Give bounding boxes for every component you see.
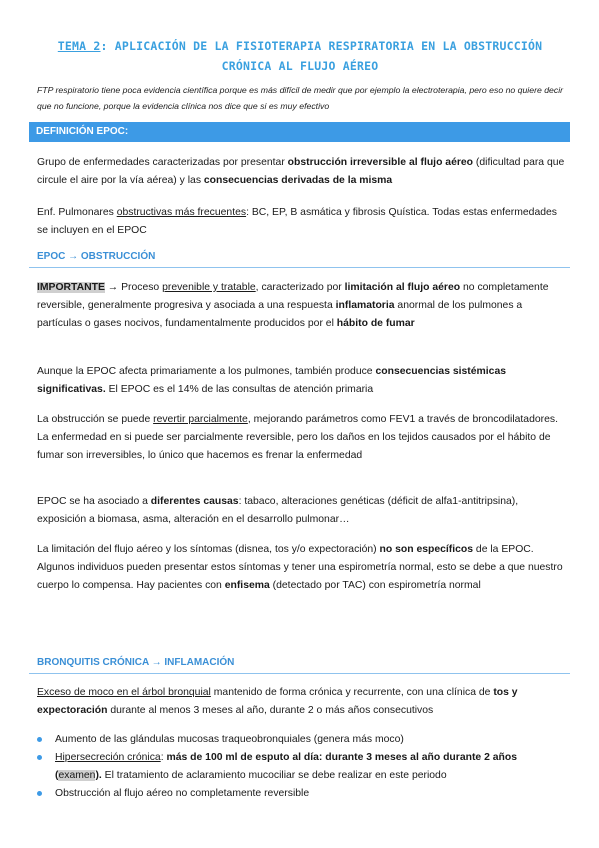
bullet-dot-icon [37,755,42,760]
text-run: El EPOC es el 14% de las consultas de atención primaria [105,384,374,395]
bold-run: no son específicos [379,544,474,555]
section-divider [29,673,570,674]
bold-run: enfisema [224,580,270,591]
title-line-1 [30,36,570,56]
epoc-paragraph-3 [37,411,565,465]
text-run: Aunque la EPOC afecta primariamente a los pulmones, también produce [37,366,376,377]
text-run: Enf. Pulmonares [37,207,117,218]
epoc-paragraph-2 [37,363,565,399]
bold-run: diferentes causas [150,496,239,507]
list-item-text: Obstrucción al flujo aéreo no completamente reversible [55,788,310,799]
text-run: durante al menos 3 meses al año, durante 2 o más años consecutivos [107,705,434,716]
definition-paragraph-2 [37,204,565,240]
text-run: : [160,752,167,763]
text-run: (detectado por TAC) con espirometría normal [269,580,481,591]
underlined-run: Hipersecreción crónica [55,752,161,763]
title-line-2: CRÓNICA AL FLUJO AÉREO [221,59,379,73]
section-heading-bronquitis: BRONQUITIS CRÓNICA → INFLAMACIÓN [37,657,235,668]
underlined-run: revertir parcialmente [153,414,248,425]
text-run: La limitación del flujo aéreo y los síntomas (disnea, tos y/o expectoración) [37,544,380,555]
text-run: : BC, EP, B asmática y fibrosis Quística. Todas estas enfermedades se incluyen en el EPOC [37,207,557,236]
underlined-run: prevenible y tratable [162,282,256,293]
text-run: , caracterizado por [255,282,345,293]
text-run: Grupo de enfermedades caracterizadas por presentar [37,157,288,168]
text-run: mantenido de forma crónica y recurrente, con una clínica de [210,687,494,698]
text-run: de la EPOC. Algunos individuos pueden presentar estos síntomas y tener una espirometría normal, esto se debe a que nuestro cuerpo lo compensa. Hay pacientes con [37,544,563,591]
bold-run: tos y expectoración [37,687,518,716]
bold-run: consecuencias derivadas de la misma [203,175,393,186]
underlined-run: obstructivas más frecuentes [116,207,247,218]
title-line-1-rest: : APLICACIÓN DE LA FISIOTERAPIA RESPIRATORIA EN LA OBSTRUCCIÓN [100,39,543,53]
text-run: → Proceso [104,282,163,293]
text-run: EPOC se ha asociado a [37,496,151,507]
list-item [37,785,565,803]
text-run: anormal de los pulmones a partículas o gases nocivos, fundamentalmente producidos por el [37,300,523,329]
list-item [37,749,565,785]
bold-run: inflamatoria [335,300,395,311]
epoc-paragraph-5 [37,541,565,595]
underlined-run: Exceso de moco en el árbol bronquial [37,687,211,698]
text-run: El tratamiento de aclaramiento mucociliar se debe realizar en este periodo [101,770,447,781]
text-run: : tabaco, alteraciones genéticas (déficit de alfa1-antitripsina), exposición a biomasa, asma, alteración en el desarrollo pulmonar… [37,496,519,525]
bold-run: más de 100 ml de esputo al día: durante 3 meses al año durante 2 años ( [55,752,517,781]
intro-note: FTP respiratorio tiene poca evidencia científica porque es más difícil de medir que por ejemplo la electroterapia, pero eso no quiere decir que no funcione, porque la evidencia clínica nos dice que si es muy efectivo [37,85,564,111]
definition-paragraph-1 [37,154,565,190]
epoc-paragraph-4 [37,493,565,529]
bold-run: consecuencias sistémicas significativas. [37,366,507,395]
highlighted-keyword: IMPORTANTE [37,282,105,293]
list-item [37,731,565,749]
list-item-text: Aumento de las glándulas mucosas traqueobronquiales (genera más moco) [55,734,404,745]
title-lead: TEMA 2 [57,39,101,53]
epoc-paragraph-1 [37,279,565,333]
bold-run: ). [95,770,102,781]
text-run: no completamente reversible, generalmente progresiva y asociada a una respuesta [37,282,549,311]
text-run: (dificultad para que circule el aire por la vía aérea) y las [37,157,565,186]
section-divider [29,267,570,268]
bold-run: obstrucción irreversible al flujo aéreo [287,157,474,168]
bullet-dot-icon [37,737,42,742]
text-run: , mejorando parámetros como FEV1 a través de broncodilatadores. La enfermedad en si puede ser parcialmente reversible, pero los daños en los tejidos causados por el hábito de fumar son irreversibles, lo único que hacemos es frenar la enfermedad [37,414,558,461]
bullet-dot-icon [37,791,42,796]
definition-banner: DEFINICIÓN EPOC: [29,122,570,142]
highlighted-run: examen [58,770,96,781]
bold-run: limitación al flujo aéreo [344,282,461,293]
text-run: La obstrucción se puede [37,414,154,425]
bronquitis-bullet-list [37,731,565,803]
page-title [30,36,570,76]
bronquitis-paragraph-1 [37,684,565,720]
section-heading-epoc: EPOC → OBSTRUCCIÓN [37,251,156,262]
bold-run: hábito de fumar [336,318,415,329]
